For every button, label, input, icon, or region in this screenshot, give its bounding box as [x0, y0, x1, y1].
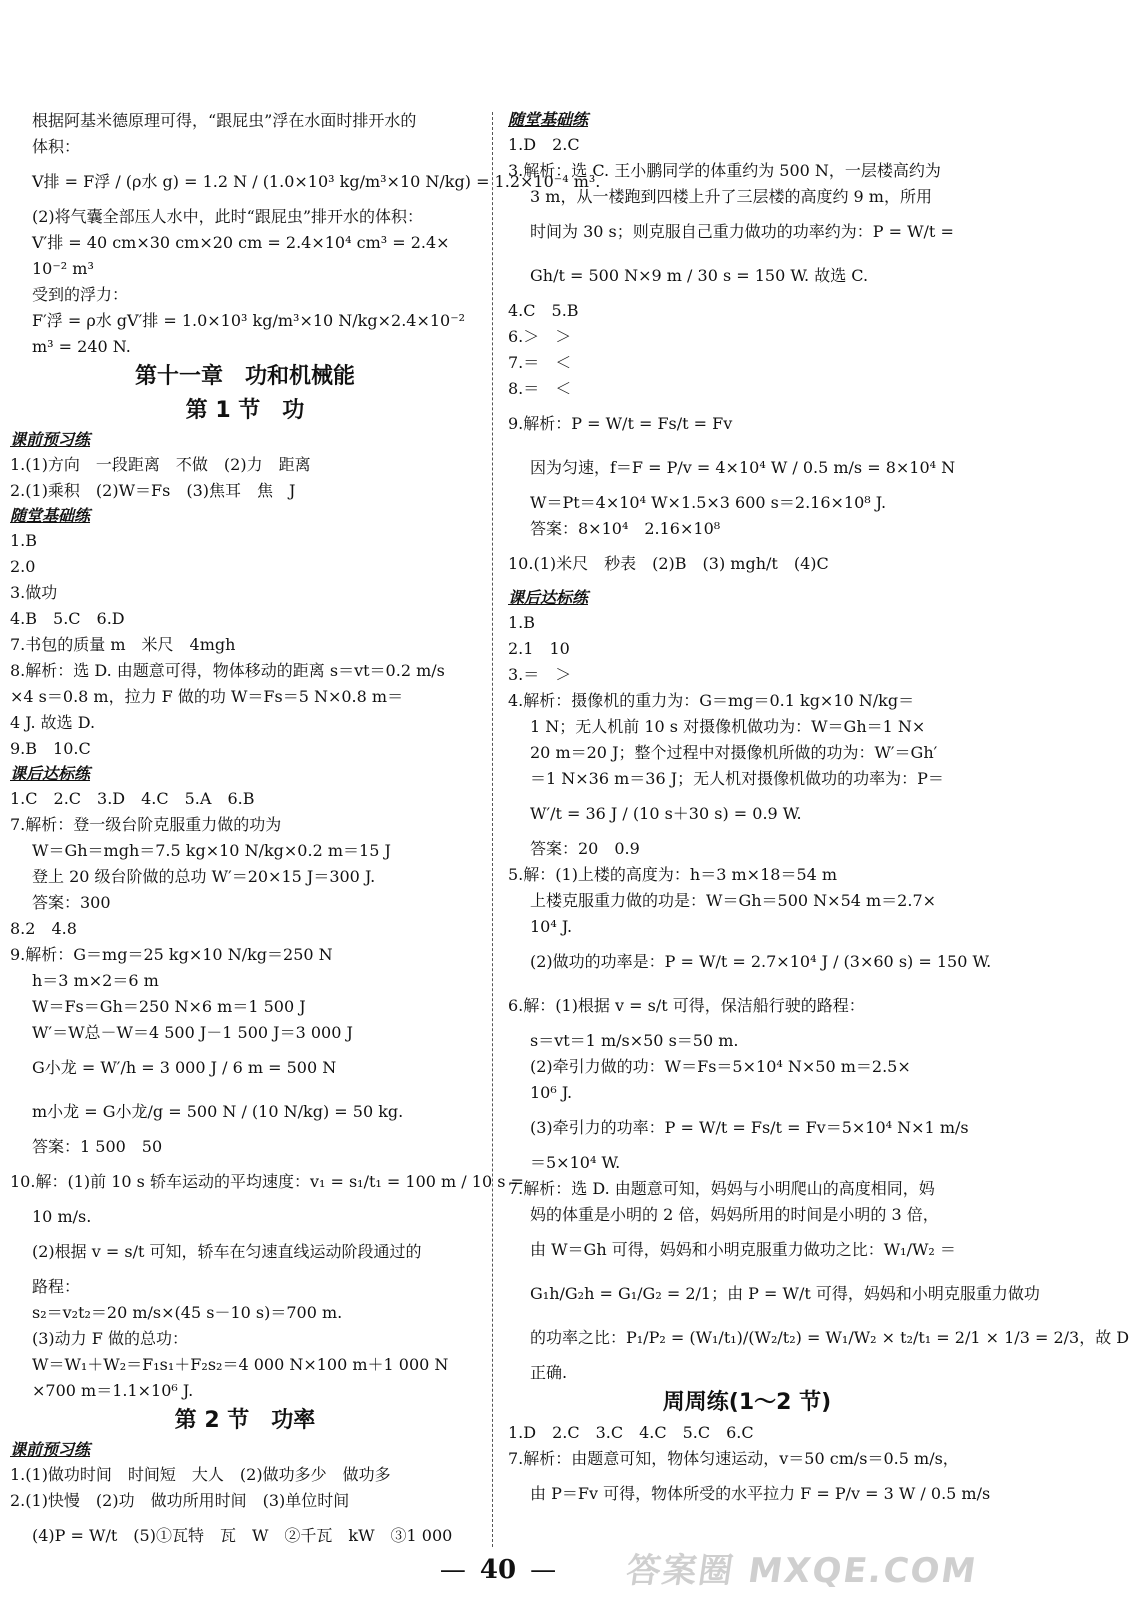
text-line: 1.B	[10, 531, 38, 550]
text-line: 8.2 4.8	[10, 919, 77, 938]
text-line: 1.B	[508, 613, 536, 632]
text-line: (2)根据 v = s/t 可知，轿车在匀速直线运动阶段通过的	[32, 1242, 422, 1261]
text-line: W′＝W总－W＝4 500 J－1 500 J＝3 000 J	[32, 1023, 353, 1042]
page-number: 40	[479, 1555, 517, 1585]
text-line: 4 J. 故选 D.	[10, 713, 96, 732]
text-line: 3.做功	[10, 583, 58, 602]
text-line: 3.＝ ＞	[508, 665, 572, 684]
text-line: 1.D 2.C	[508, 135, 580, 154]
text-line: 10 m/s.	[32, 1207, 92, 1226]
text-line: 1.D 2.C 3.C 4.C 5.C 6.C	[508, 1423, 754, 1442]
text-line: ＝5×10⁴ W.	[530, 1153, 621, 1172]
text-line: 8.＝ ＜	[508, 379, 572, 398]
chapter-title: 第 2 节 功率	[174, 1408, 316, 1433]
text-line: 7.书包的质量 m 米尺 4mgh	[10, 635, 236, 654]
text-line: 的功率之比：P₁/P₂ = (W₁/t₁)/(W₂/t₂) = W₁/W₂ × t₂/t₁ = 2/1 × 1/3 = 2/3，故 D	[530, 1328, 1129, 1347]
text-line: 3.解析：选 C. 王小鹏同学的体重约为 500 N，一层楼高约为	[508, 161, 941, 180]
text-line: 登上 20 级台阶做的总功 W′＝20×15 J＝300 J.	[32, 867, 376, 886]
text-line: (2)将气囊全部压人水中，此时“跟屁虫”排开水的体积：	[32, 207, 424, 226]
text-line: 由 W＝Gh 可得，妈妈和小明克服重力做功之比：W₁/W₂ ＝	[530, 1240, 956, 1259]
text-line: 1.C 2.C 3.D 4.C 5.A 6.B	[10, 789, 255, 808]
text-line: 由 P＝Fv 可得，物体所受的水平拉力 F = P/v = 3 W / 0.5 m/s	[530, 1484, 991, 1503]
text-line: F′浮 = ρ水 gV′排 = 1.0×10³ kg/m³×10 N/kg×2.4×10⁻²	[32, 311, 466, 330]
text-line: 答案：20 0.9	[530, 839, 640, 858]
text-line: 1 N；无人机前 10 s 对摄像机做功为：W＝Gh＝1 N×	[530, 717, 926, 736]
section-heading: 随堂基础练	[10, 506, 91, 525]
text-line: ×4 s＝0.8 m，拉力 F 做的功 W＝Fs＝5 N×0.8 m＝	[10, 687, 404, 706]
text-line: m³ = 240 N.	[32, 337, 131, 356]
text-line: ×700 m＝1.1×10⁶ J.	[32, 1381, 194, 1400]
text-line: 10.解：(1)前 10 s 轿车运动的平均速度：v₁ = s₁/t₁ = 100 m / 10 s =	[10, 1172, 524, 1191]
text-line: 1.(1)方向 一段距离 不做 (2)力 距离	[10, 455, 311, 474]
text-line: 2.0	[10, 557, 36, 576]
text-line: 1.(1)做功时间 时间短 大人 (2)做功多少 做功多	[10, 1465, 391, 1484]
text-line: 路程：	[32, 1277, 81, 1296]
text-line: 2.1 10	[508, 639, 570, 658]
text-line: h＝3 m×2＝6 m	[32, 971, 159, 990]
text-line: G小龙 = W′/h = 3 000 J / 6 m = 500 N	[32, 1058, 337, 1077]
text-line: 2.(1)快慢 (2)功 做功所用时间 (3)单位时间	[10, 1491, 350, 1510]
text-line: ＝1 N×36 m＝36 J；无人机对摄像机做功的功率为：P＝	[530, 769, 944, 788]
text-line: G₁h/G₂h = G₁/G₂ = 2/1；由 P = W/t 可得，妈妈和小明克服重力做功	[530, 1284, 1040, 1303]
text-line: 10⁶ J.	[530, 1083, 573, 1102]
section-heading: 随堂基础练	[508, 110, 589, 129]
text-line: 7.＝ ＜	[508, 353, 572, 372]
text-line: 9.B 10.C	[10, 739, 91, 758]
text-line: 答案：1 500 50	[32, 1137, 163, 1156]
text-line: (3)牵引力的功率：P = W/t = Fs/t = Fv＝5×10⁴ N×1 m/s	[530, 1118, 969, 1137]
text-line: 10⁻² m³	[32, 259, 94, 278]
text-line: m小龙 = G小龙/g = 500 N / (10 N/kg) = 50 kg.	[32, 1102, 404, 1121]
watermark: 答案圈 MXQE.COM	[624, 1551, 981, 1591]
text-line: (3)动力 F 做的总功：	[32, 1329, 188, 1348]
text-line: 7.解析：选 D. 由题意可知，妈妈与小明爬山的高度相同，妈	[508, 1179, 935, 1198]
text-line: 受到的浮力：	[32, 285, 129, 304]
text-line: W′/t = 36 J / (10 s＋30 s) = 0.9 W.	[530, 804, 802, 823]
text-line: 根据阿基米德原理可得，“跟屁虫”浮在水面时排开水的	[32, 111, 417, 130]
text-line: 9.解析：P = W/t = Fs/t = Fv	[508, 414, 733, 433]
text-line: 8.解析：选 D. 由题意可得，物体移动的距离 s＝vt＝0.2 m/s	[10, 661, 445, 680]
text-line: 答案：300	[32, 893, 111, 912]
text-line: 体积：	[32, 137, 81, 156]
text-line: 4.C 5.B	[508, 301, 579, 320]
text-line: 因为匀速，f＝F = P/v = 4×10⁴ W / 0.5 m/s = 8×10⁴ N	[530, 458, 956, 477]
text-line: 时间为 30 s；则克服自己重力做功的功率约为：P = W/t =	[530, 222, 954, 241]
text-line: 答案：8×10⁴ 2.16×10⁸	[530, 519, 721, 538]
chapter-title: 周周练(1～2 节)	[662, 1390, 832, 1415]
text-line: 2.(1)乘积 (2)W＝Fs (3)焦耳 焦 J	[10, 481, 296, 500]
text-line: V′排 = 40 cm×30 cm×20 cm = 2.4×10⁴ cm³ = 2.4×	[32, 233, 450, 252]
text-line: 上楼克服重力做的功是：W＝Gh＝500 N×54 m＝2.7×	[530, 891, 937, 910]
text-line: 正确.	[530, 1363, 568, 1382]
text-line: (2)牵引力做的功：W＝Fs＝5×10⁴ N×50 m＝2.5×	[530, 1057, 911, 1076]
text-line: 10⁴ J.	[530, 917, 573, 936]
text-line: s＝vt＝1 m/s×50 s＝50 m.	[530, 1031, 739, 1050]
text-line: W＝W₁＋W₂＝F₁s₁＋F₂s₂＝4 000 N×100 m＋1 000 N	[32, 1355, 449, 1374]
text-line: 5.解：(1)上楼的高度为：h＝3 m×18＝54 m	[508, 865, 838, 884]
text-line: (4)P = W/t (5)①瓦特 瓦 W ②千瓦 kW ③1 000	[32, 1526, 453, 1545]
text-line: 7.解析：由题意可知，物体匀速运动，v＝50 cm/s＝0.5 m/s，	[508, 1449, 959, 1468]
text-line: 20 m＝20 J；整个过程中对摄像机所做的功为：W′＝Gh′	[530, 743, 938, 762]
text-line: W＝Gh＝mgh＝7.5 kg×10 N/kg×0.2 m＝15 J	[32, 841, 391, 860]
text-line: W＝Pt＝4×10⁴ W×1.5×3 600 s＝2.16×10⁸ J.	[530, 493, 887, 512]
text-line: 4.B 5.C 6.D	[10, 609, 125, 628]
text-line: 3 m，从一楼跑到四楼上升了三层楼的高度约 9 m，所用	[530, 187, 932, 206]
chapter-title: 第十一章 功和机械能	[134, 364, 355, 389]
text-line: (2)做功的功率是：P = W/t = 2.7×10⁴ J / (3×60 s) = 150 W.	[530, 952, 992, 971]
section-heading: 课后达标练	[10, 764, 91, 783]
text-line: W＝Fs＝Gh＝250 N×6 m＝1 500 J	[32, 997, 306, 1016]
text-line: 6.＞ ＞	[508, 327, 572, 346]
text-line: V排 = F浮 / (ρ水 g) = 1.2 N / (1.0×10³ kg/m³×10 N/kg) = 1.2×10⁻⁴ m³.	[32, 172, 601, 191]
text-line: 6.解：(1)根据 v = s/t 可得，保洁船行驶的路程：	[508, 996, 865, 1015]
text-line: 4.解析：摄像机的重力为：G＝mg＝0.1 kg×10 N/kg＝	[508, 691, 915, 710]
column-divider	[492, 112, 493, 1547]
text-line: 7.解析：登一级台阶克服重力做的功为	[10, 815, 282, 834]
section-heading: 课前预习练	[10, 430, 91, 449]
section-heading: 课后达标练	[508, 588, 589, 607]
chapter-title: 第 1 节 功	[185, 398, 305, 423]
text-line: 妈的体重是小明的 2 倍，妈妈所用的时间是小明的 3 倍，	[530, 1205, 939, 1224]
section-heading: 课前预习练	[10, 1440, 91, 1459]
page-footer: — 40 —	[439, 1555, 557, 1585]
right-column	[508, 108, 1129, 1516]
text-line: 10.(1)米尺 秒表 (2)B (3) mgh/t (4)C	[508, 554, 829, 573]
text-line: 9.解析：G＝mg＝25 kg×10 N/kg＝250 N	[10, 945, 333, 964]
text-line: Gh/t = 500 N×9 m / 30 s = 150 W. 故选 C.	[530, 266, 869, 285]
text-line: s₂＝v₂t₂＝20 m/s×(45 s－10 s)＝700 m.	[32, 1303, 343, 1322]
